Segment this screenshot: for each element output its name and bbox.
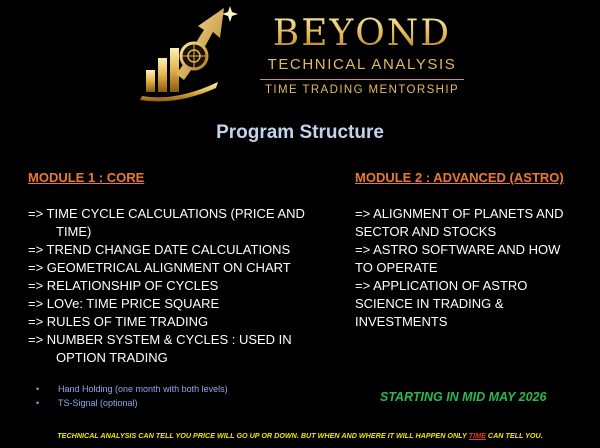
footer-text-after: CAN TELL YOU. <box>485 431 543 440</box>
module-1-column <box>28 170 318 367</box>
list-item <box>30 382 228 396</box>
list-item: => RELATIONSHIP OF CYCLES <box>28 278 219 293</box>
extra-item-label: Hand Holding (one month with both levels) <box>58 384 228 394</box>
footer-text-before: TECHNICAL ANALYSIS CAN TELL YOU PRICE WILL GO UP OR DOWN. BUT WHEN AND WHERE IT WILL HAPPEN ONLY <box>57 431 469 440</box>
list-item: => RULES OF TIME TRADING <box>28 314 209 329</box>
list-item: => GEOMETRICAL ALIGNMENT ON CHART <box>28 260 291 275</box>
brand-subtitle: TECHNICAL ANALYSIS <box>267 56 457 73</box>
list-item: => ASTRO SOFTWARE AND HOW TO OPERATE <box>355 242 561 275</box>
list-item: => LOVe: TIME PRICE SQUARE <box>28 296 220 311</box>
brand-name: BEYOND <box>252 14 472 54</box>
start-date-banner: STARTING IN MID MAY 2026 <box>380 390 547 404</box>
footer-emphasis: TIME <box>468 431 486 440</box>
module-1-list <box>28 205 318 367</box>
page-title: Program Structure <box>216 122 384 143</box>
list-item: => APPLICATION OF ASTRO SCIENCE IN TRADING & INVESTMENTS <box>355 278 528 329</box>
brand-block <box>252 14 472 96</box>
bullet-icon: • <box>36 384 40 394</box>
extras-list <box>30 382 228 410</box>
list-item: => TREND CHANGE DATE CALCULATIONS <box>28 242 291 257</box>
brand-tagline: TIME TRADING MENTORSHIP <box>264 84 460 96</box>
module-2-column <box>355 170 575 331</box>
list-item <box>30 396 228 410</box>
list-item: => NUMBER SYSTEM & CYCLES : USED IN OPTION TRADING <box>28 332 292 365</box>
brand-divider <box>260 79 464 80</box>
extra-item-label: TS-Signal (optional) <box>58 398 138 408</box>
bullet-icon: • <box>36 398 40 408</box>
list-item: => ALIGNMENT OF PLANETS AND SECTOR AND STOCKS <box>355 206 564 239</box>
module-2-list <box>355 205 575 331</box>
module-1-heading: MODULE 1 : CORE <box>28 170 145 185</box>
module-2-heading: MODULE 2 : ADVANCED (ASTRO) <box>355 170 564 185</box>
brand-logo-icon <box>136 4 240 102</box>
list-item: => TIME CYCLE CALCULATIONS (PRICE AND TIME) <box>28 206 305 239</box>
footer-disclaimer <box>0 431 600 440</box>
